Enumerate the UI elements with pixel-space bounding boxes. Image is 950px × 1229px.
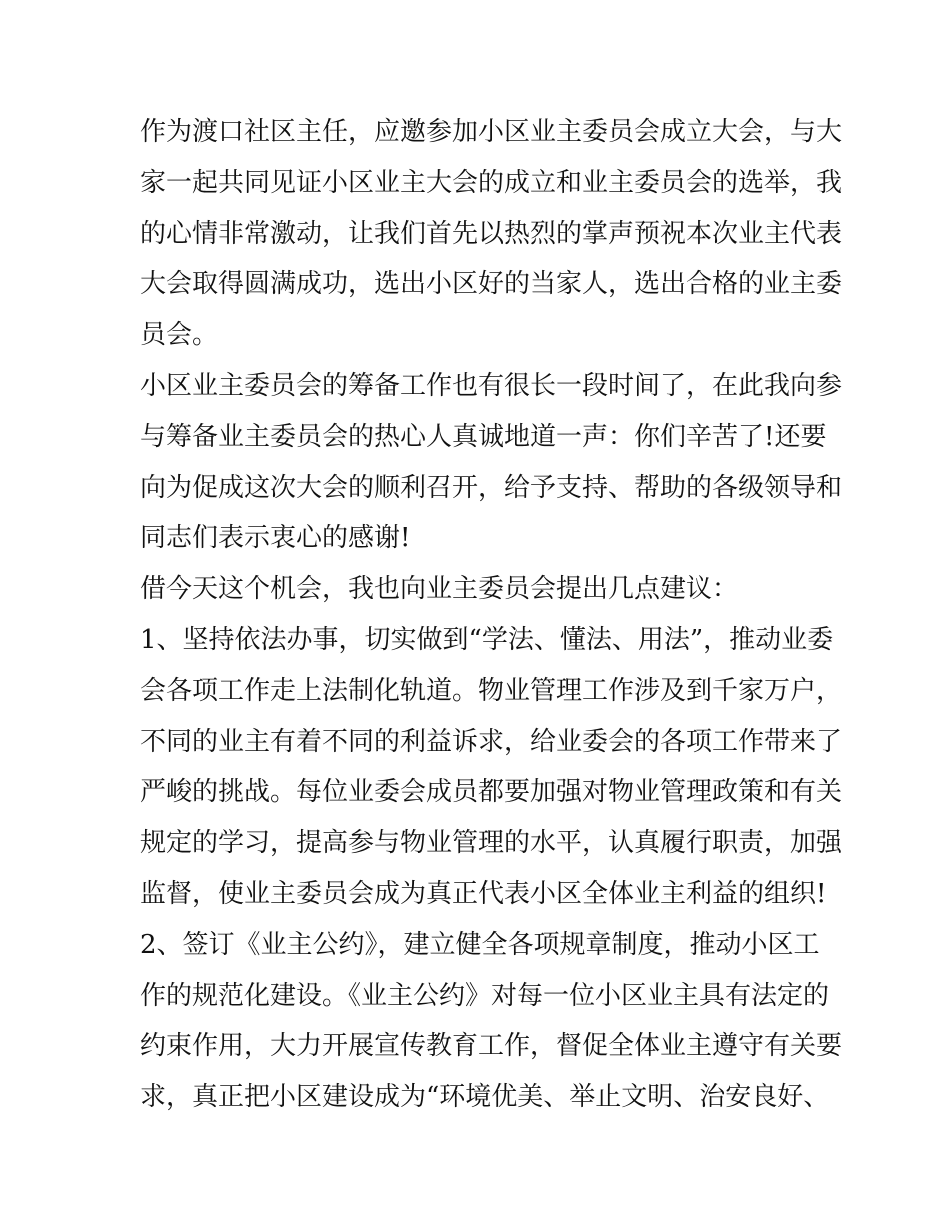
text-line-5: 员会。	[140, 320, 219, 351]
text-line-7: 与筹备业主委员会的热心人真诚地道一声：你们辛苦了!还要	[140, 421, 827, 452]
text-line-1: 作为渡口社区主任，应邀参加小区业主委员会成立大会，与大	[140, 117, 843, 147]
text-line-8: 向为促成这次大会的顺利召开，给予支持、帮助的各级领导和	[140, 472, 843, 503]
text-line-17: 2、签订《业主公约》，建立健全各项规章制度，推动小区工	[140, 929, 820, 960]
text-line-15: 规定的学习，提高参与物业管理的水平，认真履行职责，加强	[140, 828, 843, 859]
text-line-18: 作的规范化建设。《业主公约》对每一位小区业主具有法定的	[140, 980, 830, 1011]
text-line-10: 借今天这个机会，我也向业主委员会提出几点建议：	[140, 574, 739, 605]
text-line-20: 求，真正把小区建设成为“环境优美、举止文明、治安良好、	[140, 1082, 830, 1113]
text-line-3: 的心情非常激动，让我们首先以热烈的掌声预祝本次业主代表	[140, 218, 843, 249]
text-line-9: 同志们表示衷心的感谢!	[140, 523, 411, 554]
text-line-14: 严峻的挑战。每位业委会成员都要加强对物业管理政策和有关	[140, 777, 843, 808]
text-line-12: 会各项工作走上法制化轨道。物业管理工作涉及到千家万户，	[140, 675, 843, 706]
document-body	[140, 107, 843, 1123]
text-line-19: 约束作用，大力开展宣传教育工作，督促全体业主遵守有关要	[140, 1031, 843, 1062]
text-line-4: 大会取得圆满成功，选出小区好的当家人，选出合格的业主委	[140, 269, 843, 300]
text-line-2: 家一起共同见证小区业主大会的成立和业主委员会的选举，我	[140, 167, 843, 198]
text-line-11: 1、坚持依法办事，切实做到“学法、懂法、用法”，推动业委	[140, 624, 834, 655]
text-line-13: 不同的业主有着不同的利益诉求，给业委会的各项工作带来了	[140, 726, 843, 757]
text-line-16: 监督，使业主委员会成为真正代表小区全体业主利益的组织!	[140, 878, 827, 909]
text-line-6: 小区业主委员会的筹备工作也有很长一段时间了，在此我向参	[140, 370, 843, 401]
